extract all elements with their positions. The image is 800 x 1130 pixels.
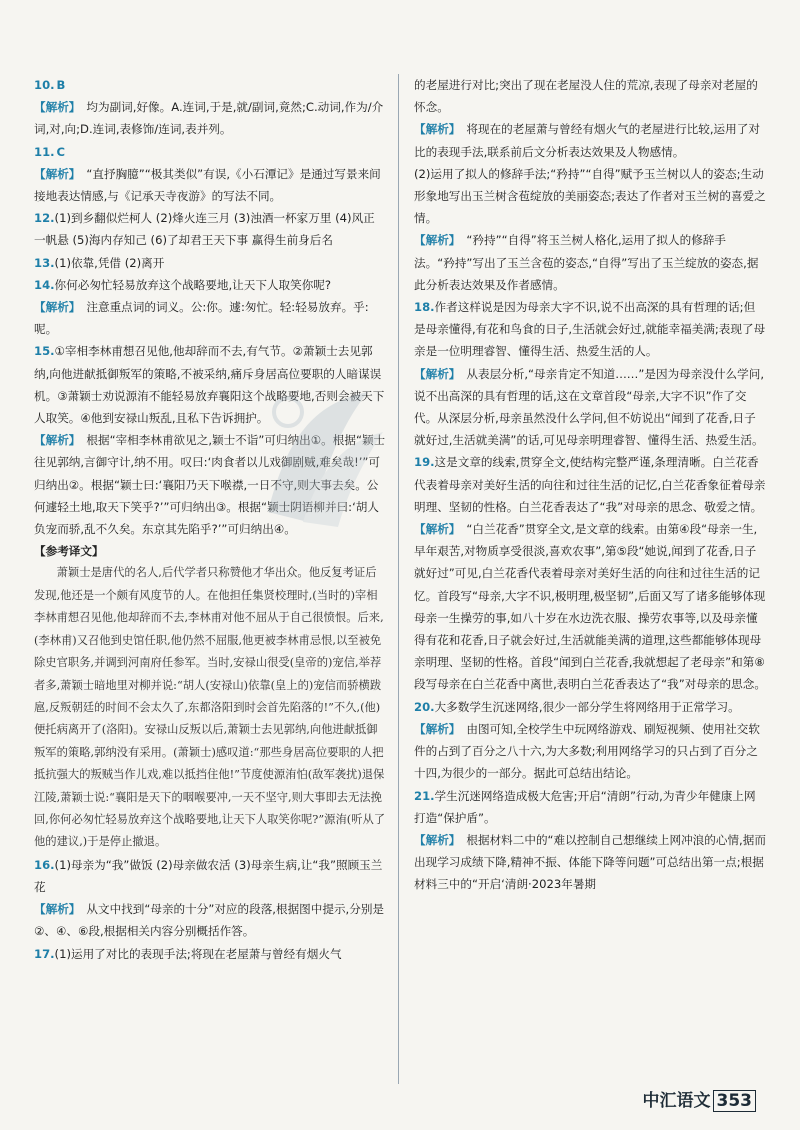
answer-21	[414, 785, 766, 829]
column-divider	[398, 74, 399, 1084]
analysis-text: 从文中找到“母亲的十分”对应的段落,根据图中提示,分别是②、④、⑥段,根据相关内容分别概括作答。	[34, 902, 385, 939]
answer-20	[414, 696, 766, 718]
question-number: 21.	[414, 788, 435, 803]
analysis-tag: 【解析】	[34, 433, 81, 448]
analysis-text: 均为副词,好像。A.连词,于是,就/副词,竟然;C.动词,作为/介词,对,向;D.连词,表修饰/连词,表并列。	[34, 100, 384, 137]
answer-14	[34, 274, 386, 296]
analysis-tag: 【解析】	[34, 100, 81, 115]
question-number: 14.	[34, 277, 55, 292]
reference-translation-heading: 【参考译文】	[34, 544, 104, 559]
analysis-16	[34, 898, 386, 942]
analysis-tag: 【解析】	[414, 832, 461, 847]
answer-text: 你何必匆忙轻易放弃这个战略要地,让天下人取笑你呢?	[54, 277, 332, 292]
question-number: 20.	[414, 699, 435, 714]
answer-text: 这是文章的线索,贯穿全文,使结构完整严谨,条理清晰。白兰花香代表着母亲对美好生活的向往和过往生活的记忆,白兰花香象征着母亲明理、坚韧的性格。白兰花香表达了“我”对母亲的思念、敬爱之情。	[414, 455, 766, 514]
answer-16	[34, 854, 386, 898]
answer-text: (1)运用了对比的表现手法;将现在老屋萧与曾经有烟火气	[54, 946, 342, 961]
analysis-text: 由图可知,全校学生中玩网络游戏、刷短视频、使用社交软件的占到了百分之八十六,为大多数;利用网络学习的只占到了百分之十四,为很少的一部分。据此可总结出结论。	[414, 721, 760, 781]
page-footer	[643, 1086, 757, 1111]
answer-text: 学生沉迷网络造成极大危害;开启“清朗”行动,为青少年健康上网打造“保护盾”。	[414, 788, 756, 825]
answer-13	[34, 252, 386, 274]
question-number: 13.	[34, 255, 55, 270]
answer-text: (1)到乡翻似烂柯人 (2)烽火连三月 (3)浊酒一杯家万里 (4)风正一帆悬 (5)海内存知己 (6)了却君王天下事 赢得生前身后名	[34, 211, 375, 248]
footer-brand: 中汇语文	[642, 1091, 711, 1111]
analysis-text: 注意重点词的词义。公:你。遽:匆忙。轻:轻易放弃。乎:呢。	[34, 300, 369, 337]
analysis-18	[414, 363, 766, 452]
answer-18	[414, 296, 766, 363]
answer-17-start	[34, 943, 386, 965]
analysis-tag: 【解析】	[34, 166, 81, 181]
answer-15	[34, 340, 386, 429]
analysis-14	[34, 296, 386, 340]
left-column	[34, 74, 386, 965]
analysis-tag: 【解析】	[414, 122, 461, 137]
answer-text: (1)母亲为“我”做饭 (2)母亲做农活 (3)母亲生病,让“我”照顾玉兰花	[34, 857, 383, 894]
question-number: 17.	[34, 946, 55, 961]
answer-19	[414, 451, 766, 518]
question-number: 15.	[34, 344, 55, 359]
analysis-tag: 【解析】	[34, 300, 81, 315]
answer-text: (1)依靠,凭借 (2)离开	[54, 255, 165, 270]
analysis-11	[34, 163, 386, 207]
analysis-19	[414, 518, 766, 696]
analysis-10	[34, 96, 386, 140]
analysis-tag: 【解析】	[34, 902, 81, 917]
analysis-tag: 【解析】	[414, 522, 461, 537]
analysis-21	[414, 829, 766, 896]
analysis-text: 将现在的老屋萧与曾经有烟火气的老屋进行比较,运用了对比的表现手法,联系前后文分析表达效果及人物感情。	[414, 122, 760, 159]
analysis-17-2	[414, 229, 766, 296]
question-number: 18.	[414, 300, 435, 315]
answer-17-part2: (2)运用了拟人的修辞手法;“矜持”“自得”赋予玉兰树以人的姿态;生动形象地写出玉兰树含苞绽放的美丽姿态;表达了作者对玉兰树的喜爱之情。	[414, 166, 766, 226]
question-number: 11.	[34, 144, 55, 159]
answer-10	[34, 74, 386, 96]
analysis-text: “直抒胸臆”“极其类似”有误,《小石潭记》是通过写景来间接地表达情感,与《记承天寺夜游》的写法不同。	[34, 166, 381, 204]
analysis-tag: 【解析】	[414, 366, 461, 381]
answer-17-continued: 的老屋进行对比;突出了现在老屋没人住的荒凉,表现了母亲对老屋的怀念。	[414, 78, 758, 115]
analysis-text: 从表层分析,“母亲肯定不知道……”是因为母亲没什么学问,说不出高深的具有哲理的话,这在文章首段“母亲,大字不识”作了交代。从深层分析,母亲虽然没什么学问,但不妨说出“闻到了花香,日子就好过,生活就美满”的话,可见母亲明理睿智、懂得生活、热爱生活。	[414, 366, 765, 448]
analysis-text: “白兰花香”贯穿全文,是文章的线索。由第④段“母亲一生,早年艰苦,对物质享受很淡,喜欢农事”,第⑤段“她说,闻到了花香,日子就好过”可见,白兰花香代表着母亲对美好生活的向往和过往生活的记忆。首段写“母亲,大字不识,极明理,极坚韧”,后面又写了诸多能够体现母亲一生操劳的事,如八十岁在水边洗衣服、操劳农事等,以及母亲懂得有花和花香,日子就会好过,生活就能美满的道理,这些都能够体现母亲明理、坚韧的性格。首段“闻到白兰花香,我就想起了老母亲”和第⑧段写母亲在白兰花香中离世,表明白兰花香表达了“我”对母亲的思念。	[414, 522, 766, 692]
page-number: 353	[713, 1090, 757, 1112]
question-number: 12.	[34, 211, 55, 226]
analysis-20	[414, 718, 766, 785]
analysis-15	[34, 429, 386, 540]
answer-text: ①宰相李林甫想召见他,他却辞而不去,有气节。②萧颖士去见郭纳,向他进献抵御叛军的策略,不被采纳,痛斥身居高位要职的人暗谋误机。③萧颖士劝说源洧不能轻易放弃襄阳这个战略要地,否则会被天下人取笑。④他到安禄山叛乱,且私下告诉拥护。	[34, 344, 385, 426]
answer-11	[34, 141, 386, 163]
analysis-text: 根据材料二中的“难以控制自己想继续上网冲浪的心情,据而出现学习成绩下降,精神不振、体能下降等问题”可总结出第一点;根据材料三中的“开启‘清朗·2023年暑期	[414, 832, 766, 892]
analysis-text: 根据“宰相李林甫欲见之,颖士不诣”可归纳出①。根据“颖士往见郭纳,言御守计,纳不用。叹曰:‘肉食者以儿戏御剧贼,难矣哉!’”可归纳出②。根据“颖士曰:‘襄阳乃天下喉襟,一日不守,则大事去矣。公何遽轻土地,取天下笑乎?’”可归纳出③。根据“颖士阴语柳并曰:‘胡人负宠而骄,乱不久矣。东京其先陷乎?’”可归纳出④。	[34, 433, 386, 537]
question-number: 10.	[34, 78, 55, 92]
analysis-17-1	[414, 118, 766, 162]
analysis-tag: 【解析】	[414, 233, 461, 248]
answer-text: 大多数学生沉迷网络,很少一部分学生将网络用于正常学习。	[434, 699, 740, 714]
answer-value: C	[56, 144, 66, 159]
analysis-text: “矜持”“自得”将玉兰树人格化,运用了拟人的修辞手法。“矜持”写出了玉兰含苞的姿态,“自得”写出了玉兰绽放的姿态,据此分析表达效果及作者感情。	[414, 233, 759, 292]
reference-translation-text: 萧颖士是唐代的名人,后代学者只称赞他才华出众。他反复考证后发现,他还是一个颇有风度节的人。在他担任集贤校理时,(当时的)宰相李林甫想召见他,他却辞而不去,李林甫对他不屈从于自己很愤恨。后来,(李林甫)又召他到史馆任职,他仍然不屈服,他更被李林甫忌恨,以至被免除史官职务,并调到河南府任参军。当时,安禄山很受(皇帝的)宠信,举荐者多,萧颖士暗地里对柳并说:“胡人(安禄山)依靠(皇上的)宠信而骄横跋扈,反叛朝廷的时间不会太久了,东都洛阳到时会首先陷落的!”不久,(他)便托病离开了(洛阳)。安禄山反叛以后,萧颖士去见郭纳,向他进献抵御叛军的策略,郭纳没有采用。(萧颖士)感叹道:“那些身居高位要职的人把抵抗强大的叛贼当作儿戏,难以抵挡住他!”节度使源洧怕(敌军袭扰)退保江陵,萧颖士说:“襄阳是天下的咽喉要冲,一天不坚守,则大事即去无法挽回,你何必匆忙轻易放弃这个战略要地,让天下人取笑你呢?”源洧(听从了他的建议,)于是停止撤退。	[34, 566, 386, 849]
analysis-tag: 【解析】	[414, 721, 461, 736]
answer-text: 作者这样说是因为母亲大字不识,说不出高深的具有哲理的话;但是母亲懂得,有花和鸟食的日子,生活就会好过,就能幸福美满;表现了母亲是一位明理睿智、懂得生活、热爱生活的人。	[414, 300, 766, 359]
question-number: 19.	[414, 455, 435, 470]
answer-value: B	[56, 78, 66, 92]
question-number: 16.	[34, 857, 55, 872]
right-column	[414, 74, 766, 896]
answer-12	[34, 207, 386, 251]
